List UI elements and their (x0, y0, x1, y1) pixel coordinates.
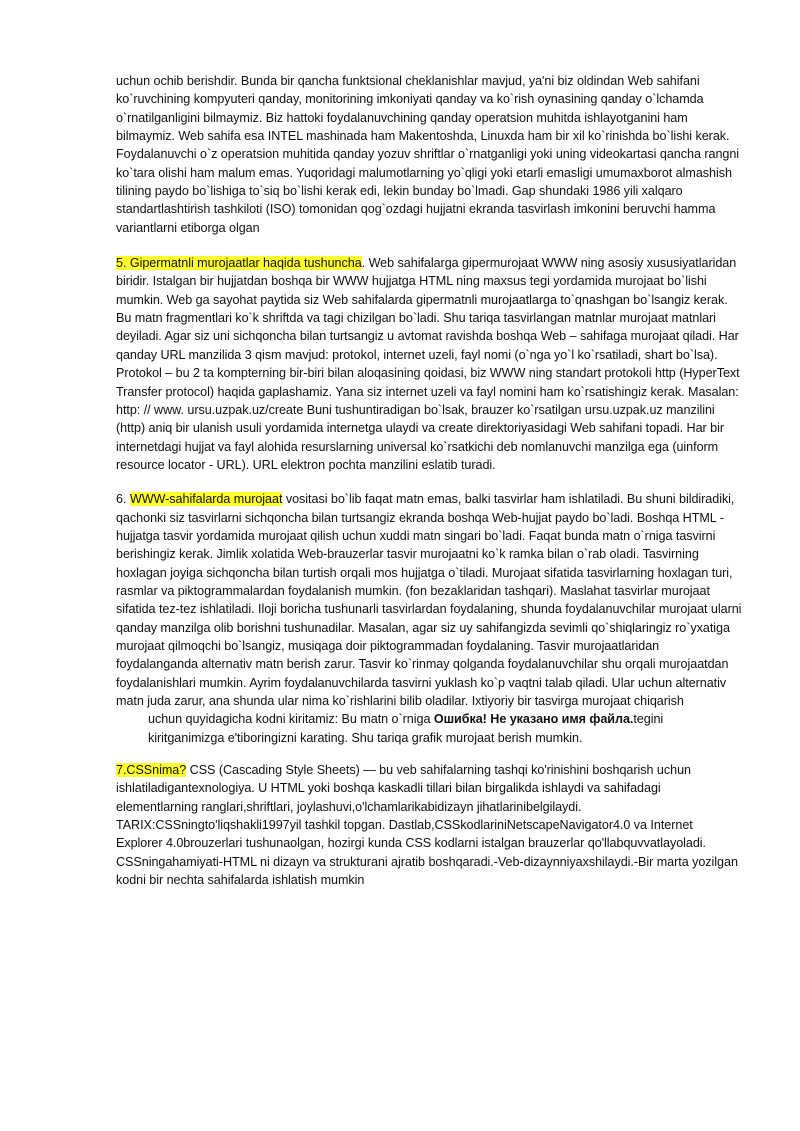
section-6-heading: WWW-sahifalarda murojaat (129, 492, 283, 507)
paragraph-section-7 (116, 761, 742, 889)
error-message-bold: Ошибка! Не указано имя файла. (433, 712, 634, 727)
section-5-body: . Web sahifalarga gipermurojaat WWW ning asosiy xususiyatlaridan biridir. Istalgan bir hujjatdan boshqa bir WWW hujjatga HTML ning maxsus tegi yordamida murojaat bo`lishi mumkin. Web ga sayohat paytida siz Web sahifalarda gipermatnli murojaatlarga to`qnashgan bo`lsangiz kerak. Bu matn fragmentlari ko`k shriftda va tagi chizilgan bo`ladi. Shu tariqa tasvirlangan matnlar murojaat matnlari deyiladi. Agar siz uni sichqoncha bilan turtsangiz u avtomat ravishda boshqa Web – sahifaga murojaat qiladi. Har qanday URL manzilida 3 qism mavjud: protokol, internet uzeli, fayl nomi (o`nga yo`l ko`rsatiladi, shart bo`lsa). Protokol – bu 2 ta kompterning bir-biri bilan aloqasining qoidasi, biz WWW ning standart protokoli http (HyperText Transfer protocol) haqida gaplashamiz. Yana siz internet uzeli va fayl nomini ham ko`rsatishingiz kerak. Masalan: http: // www. ursu.uzpak.uz/create Buni tushuntiradigan bo`lsak, brauzer ko`rsatilgan ursu.uzpak.uz manzilini (http) aniq bir ulanish usuli yordamida internetga ulaydi va create direktoriyasidagi Web sahifani topadi. Har bir internetdagi hujjat va fayl alohida resurslarning universal ko`rsatkichi deb nomlanuvchi manzilga ega (uinform resource locator - URL). URL elektron pochta manzilini eslatib turadi. (116, 256, 740, 472)
section-6-indented-text (116, 710, 742, 747)
section-6-body: vositasi bo`lib faqat matn emas, balki tasvirlar ham ishlatiladi. Bu shuni bildiradiki, qachonki siz tasvirlarni sichqoncha bilan turtsangiz ekranda boshqa Web-hujjat paydo bo`ladi. Boshqa HTML - hujjatga tasvir yordamida murojaat qilish uchun xuddi matn singari bo`ladi. Faqat bunda matn o`rniga tasvirni berishingiz kerak. Jimlik xolatida Web-brauzerlar tasvir murojaatni ko`k ramka bilan o`rab oladi. Tasvirning hoxlagan joyiga sichqoncha bilan turtish orqali mos hujjatga o`tiladi. Murojaat sifatida tasvirlarning hoxlagan turi, rasmlar va piktogrammalardan foydalanish mumkin. (fon bezaklaridan tashqari). Maslahat tasvirlar murojaat sifatida tez-tez ishlatiladi. Iloji boricha tushunarli tasvirlardan foydalaning, shunda foydalanuvchilar murojaat ularni qanday manzilga olib borishni tushunadilar. Masalan, agar siz uy sahifangizda sevimli qo`shiqlaringiz ro`yxatiga murojaat qilmoqchi bo`lsangiz, musiqaga doir piktogrammadan foydalaning. Tasvir murojaatlaridan foydalanganda alternativ matn berish zarur. Tasvir ko`rinmay qolganda foydalanuvchilar shu orqali murojaatdan foydalanishlari mumkin. Ayrim foydalanuvchilarda tasvirni yuklash ko`p vaqtni talab qiladi. Ular uchun alternativ matn juda zarur, ana shunda ular nima ko`rishlarini bilib oladilar. Ixtiyoriy bir tasvirga murojaat chiqarish (116, 492, 742, 708)
section-6-number: 6. (116, 492, 130, 507)
section-6-main (116, 490, 742, 710)
section-7-body: CSS (Cascading Style Sheets) — bu veb sahifalarning tashqi ko'rinishini boshqarish uchun ishlatiladigantexnologiya. U HTML yoki boshqa kaskadli tillari bilan birgalikda ishlaydi va sahifadagi elementlarning ranglari,shriftlari, joylashuvi,o'lchamlarikabidizayn jihatlarinibelgilaydi. TARIX:CSSningto'liqshakli1997yil tashkil topgan. Dastlab,CSSkodlariniNetscapeNavigator4.0 va Internet Explorer 4.0brouzerlari tushunaolgan, hozirgi kunda CSS kodlarni istalgan brauzerlar qo'llabquvvatlayoladi. CSSningahamiyati-HTML ni dizayn va strukturani ajratib boshqaradi.-Veb-dizaynniyaxshilaydi.-Bir marta yozilgan kodni bir nechta sahifalarda ishlatish mumkin (116, 763, 738, 888)
document-page (116, 72, 742, 889)
paragraph-section-5 (116, 254, 742, 474)
paragraph-intro: uchun ochib berishdir. Bunda bir qancha funktsional cheklanishlar mavjud, ya'ni biz oldindan Web sahifani ko`ruvchining kompyuteri qanday, monitorining imkoniyati qanday va ko`rish oynasining qanday o`lchamda o`rnatilganligini bilmaymiz. Biz hattoki foydalanuvchining qanday operatsion muhitda ishlayotganini ham bilmaymiz. Web sahifa esa INTEL mashinada ham Makentoshda, Linuxda ham bir xil ko`rinishda bo`lishi kerak. Foydalanuvchi o`z operatsion muhitida qanday yozuv shriftlar o`rnatganligi yoki uning videokartasi qancha rangni ko`tara olishi ham malum emas. Yuqoridagi malumotlarning yo`qligi yoki etarli emasligi umumaxborot almashish tilining paydo bo`lishiga to`siq bo`lishi kerak edi, lekin bunday bo`lmadi. Gap shundaki 1986 yili xalqaro standartlashtirish tashkiloti (ISO) tomonidan qog`ozdagi hujjatni ekranda tasvirlash imkonini beruvchi hamma variantlarni etiborga olgan (116, 74, 740, 235)
section-6-indent-post: tegini kiritganimizga e'tiboringizni karating. Shu tariqa grafik murojaat berish mumkin. (148, 712, 664, 745)
section-6-indent-pre: uchun quyidagicha kodni kiritamiz: Bu matn o`rniga (148, 712, 434, 727)
section-5-heading: 5. Gipermatnli murojaatlar haqida tushuncha (116, 256, 362, 271)
section-7-heading: 7.CSSnima? (116, 763, 187, 778)
paragraph-section-6 (116, 490, 742, 747)
